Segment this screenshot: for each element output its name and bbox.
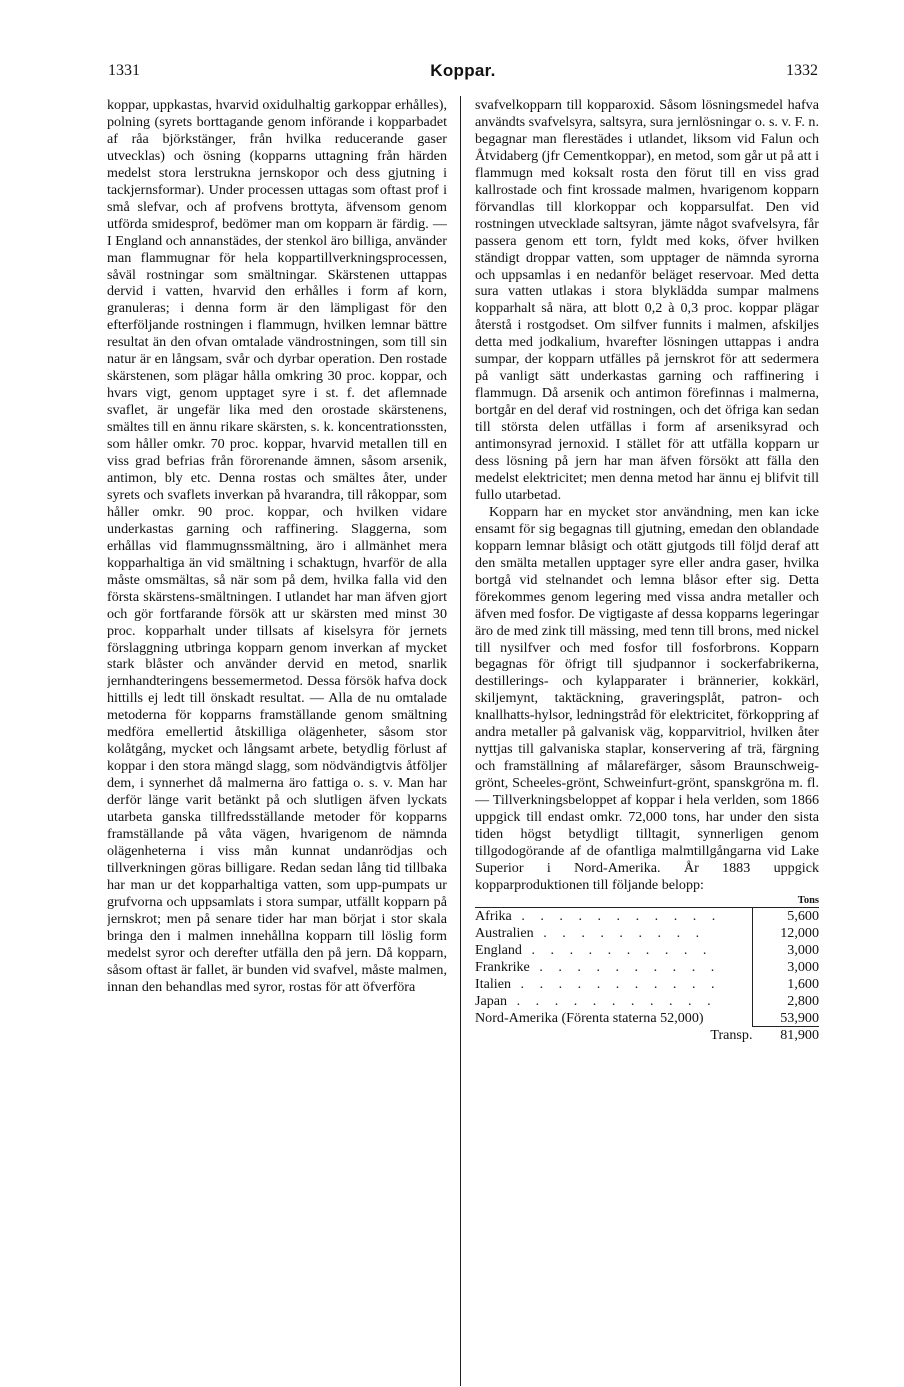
production-table	[475, 894, 819, 1045]
total-value: 81,900	[780, 1027, 819, 1044]
production-table-header	[475, 894, 819, 908]
column-divider	[460, 96, 461, 1386]
country-name: Frankrike	[475, 958, 530, 975]
production-value: 3,000	[753, 942, 820, 959]
country-name: Afrika	[475, 907, 512, 924]
total-label: Transp.	[710, 1027, 753, 1044]
production-value: 12,000	[753, 925, 820, 942]
table-row: Italien . . . . . . . . . . . 1,600	[475, 975, 819, 992]
left-paragraph-1: koppar, uppkastas, hvarvid oxidulhaltig garkoppar erhålles), polning (syrets borttagande genom införande i kopparbadet af råa björkstänger, från hvilka reducerande gaser utvecklas) och ösning (kopparns uttagning från härden medelst stora lerstrukna jernskopor och dess gjutning i tackjernsformar). Under processen uttagas som oftast prof i små slefvar, och af profvens brottyta, äfvensom genom utförda smidesprof, bedömer man om kopparn är färdig. — I England och annanstädes, der stenkol äro billiga, använder man flammugnar för hela koppartillverkningsprocessen, såväl rostningar som smältningar. Skärstenen uttappas dervid i vatten, hvarvid den erhålles i form af korn, granuleras; i denna form är den lämpligast för den efterföljande rostningen i flammugn, hvilken lemnar bättre resultat än den ofvan omtalade vändrostningen, som till sin natur är en långsam, svår och dyrbar operation. Den rostade skärstenen, som plägar hålla omkring 30 proc. koppar, och hvars vigt, genom upptaget syre i st. f. det aflemnade svaflet, är ungefär lika med den orostade skärstenens, smältes till en ännu rikare skärsten, s. k. koncentrationssten, som håller omkr. 70 proc. koppar, hvarvid metallen till en viss grad befrias från förorenande ämnen, såsom arsenik, antimon, bly etc. Denna rostas och smältes åter, under syrets och svaflets inverkan på hvarandra, till råkoppar, som håller omkr. 90 proc. koppar, och hvilken vidare underkastas garning och raffinering. Slaggerna, som erhållas vid flammugnssmältning, äro i allmänhet mera kopparhaltiga än vid smältning i schaktugn, hvarför de alla måste omsmältas, så när som på dem, hvilka falla vid den första skärstens-smältningen. I utlandet har man äfven gjort och gör fortfarande försök att ur skärsten med minst 30 proc. kopparhalt under tillsats af kiselsyra för jernets förslaggning utbringa kopparn genom inverkan af mycket stark blåster och använder dervid en metod, snarlik jernhandteringens bessemermetod. Dessa försök hafva dock hittills ej ledt till önskadt resultat. — Alla de nu omtalade metoderna för kopparns framställande genom smältning medföra emellertid åtskilliga olägenheter, såsom stor kolåtgång, mycket och långsamt arbete, betydlig förlust af koppar i den stora mängd slagg, som nödvändigtvis åtföljer dem, i synnerhet då malmerna äro fattiga o. s. v. Man har derför länge varit betänkt på och slutligen äfven lyckats utarbeta ganska tillfredsställande metoder för kopparns framställande på våta vägen, hvarigenom de nämnda olägenheterna i viss mån kunnat undanrödjas och tillverkningen göras billigare. Redan sedan lång tid tillbaka har man ur det kopparhaltiga vatten, som upp-pumpats ur grufvorna och uppsamlats i stora sumpar, utfällt kopparn på jernskrot; men på senare tider har man börjat i stor skala bringa den i malmen innehållna kopparn till löslig form medelst syror och derefter utfälla den på jern. Då kopparn, såsom oftast är fallet, är bunden vid svafvel, måste malmen, innan den behandlas med syror, rostas för att öfverföra	[107, 97, 447, 995]
production-value: 2,800	[753, 993, 820, 1010]
production-value: 53,900	[753, 1010, 820, 1027]
country-name: Italien	[475, 975, 511, 992]
right-paragraph-1: svafvelkopparn till kopparoxid. Såsom lösningsmedel hafva användts svafvelsyra, saltsyra, sura jernlösningar o. s. v. F. n. begagnar man flerestädes i utlandet, liksom vid Falun och Åtvidaberg (jfr Cementkoppar), en metod, som går ut på att i flammugn med koksalt rosta den förut till en viss grad kallrostade och fint krossade malmen, hvarigenom kopparn förvandlas till klorkoppar och kopparsulfat. Den vid rostningen utvecklade saltsyran, jämte något svafvelsyra, får passera genom ett torn, fyldt med koks, öfver hvilken ständigt droppar vatten, som upptager de nämnda syrorna och uppsamlas i en nedanför beläget reservoar. Med detta sura vatten utlakas i stora blyklädda sumpar malmens kopparhalt så nära, att blott 0,2 à 0,3 proc. koppar plägar återstå i rostgodset. Om silfver funnits i malmen, afskiljes detta med jodkalium, hvarefter lösningen uttappas i andra sumpar, der kopparn utfälles på jernskrot för att sedermera på vanligt sätt underkastas garning och raffinering i flammugn. Då arsenik och antimon förefinnas i malmerna, bortgår en del deraf vid rostningen, och det öfriga kan sedan till största delen utfällas i form af arseniksyrad och antimonsyrad jernoxid. I stället för att utfälla kopparn ur dess lösning på jern har man äfven försökt att fälla den medelst elektricitet; men denna metod har ännu ej blifvit till fullo utarbetad.	[475, 97, 819, 503]
table-row	[475, 1010, 819, 1027]
table-row: Japan . . . . . . . . . . . 2,800	[475, 992, 819, 1009]
table-row: Australien . . . . . . . . . 12,000	[475, 924, 819, 941]
page-number-left: 1331	[108, 62, 140, 79]
page-title: Koppar.	[430, 61, 496, 80]
right-column	[475, 97, 819, 1387]
production-value: 1,600	[753, 976, 820, 993]
left-column	[107, 97, 447, 1387]
country-name: England	[475, 941, 522, 958]
production-value: 5,600	[753, 907, 820, 924]
total-row	[475, 1027, 819, 1044]
unit-header: Tons	[797, 894, 819, 906]
country-name: Australien	[475, 924, 534, 941]
right-paragraph-2: Kopparn har en mycket stor användning, men kan icke ensamt för sig begagnas till gjutning, emedan den oblandade kopparn lemnar blåsigt och otätt gjutgods till följd deraf att den smälta metallen upptager syre eller andra gaser, hvilka bortgå vid stelnandet och lemna blåsor efter sig. Detta förekommes genom legering med vissa andra metaller och äfven med fosfor. De vigtigaste af dessa kopparns legeringar äro de med zink till mässing, med tenn till brons, med nickel till nysilfver och med fosfor till fosforbrons. Kopparn begagnas för öfrigt till sjudpannor i sockerfabrikerna, destillerings- och kylapparater i brännerier, kokkärl, skiljemynt, taktäckning, graveringsplåt, patron- och knallhatts-hylsor, ledningstråd för elektricitet, förkoppring af andra metaller på galvanisk väg, kopparvitriol, hvilken åter nyttjas till galvaniska staplar, konservering af trä, färgning och framställning af målarefärger, såsom Braunschweig-grönt, Scheeles-grönt, Schweinfurt-grönt, spanskgröna m. fl. — Tillverkningsbeloppet af koppar i hela verlden, som 1866 uppgick till endast omkr. 72,000 tons, har under den sista tiden högst betydligt tilltagit, synnerligen genom tillgodogörande af de ofantliga malmtillgångarna vid Lake Superior i Nord-Amerika. År 1883 uppgick kopparproduktionen till följande belopp:	[475, 503, 819, 893]
production-value: 3,000	[753, 959, 820, 976]
table-row: Frankrike . . . . . . . . . . 3,000	[475, 958, 819, 975]
table-row: Afrika . . . . . . . . . . . 5,600	[475, 907, 819, 924]
country-name: Nord-Amerika (Förenta staterna 52,000)	[475, 1010, 704, 1027]
page-header	[108, 62, 818, 86]
country-name: Japan	[475, 992, 508, 1009]
page-number-right: 1332	[786, 62, 818, 79]
table-row: England . . . . . . . . . . 3,000	[475, 941, 819, 958]
